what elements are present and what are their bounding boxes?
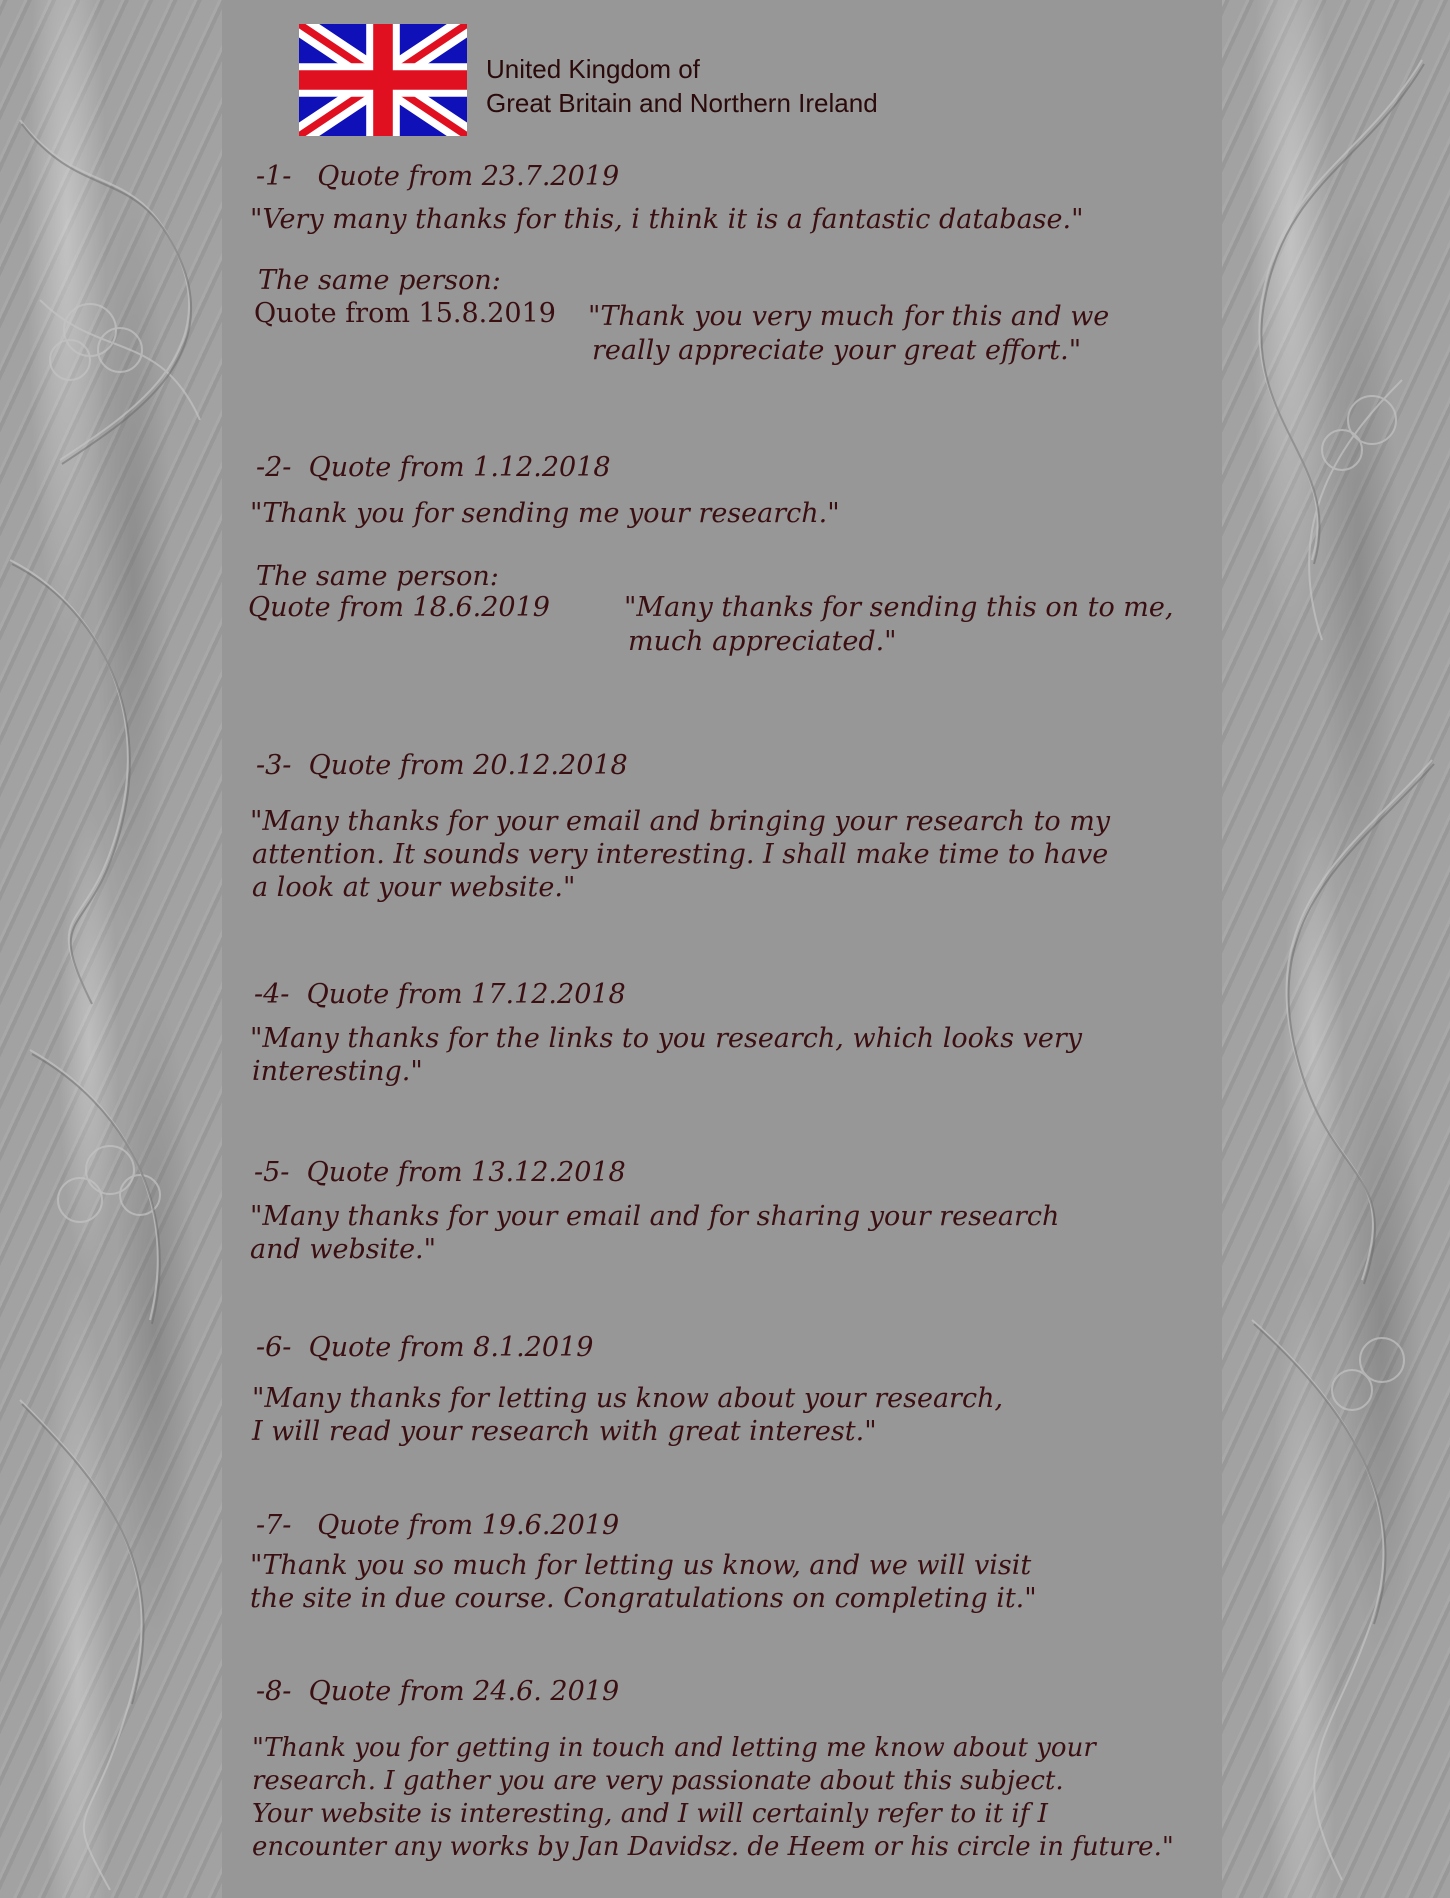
quote-date: Quote from 23.7.2019 <box>317 161 620 192</box>
quote-date: Quote from 19.6.2019 <box>317 1510 620 1541</box>
quote-number: -5- <box>254 1157 290 1188</box>
quote-8-text-line-3: Your website is interesting, and I will certainly refer to it if I <box>252 1799 1048 1829</box>
quote-6-heading <box>256 1332 593 1363</box>
quote-7-text-line-2: the site in due course. Congratulations on completing it." <box>250 1583 1037 1614</box>
quote-4-text-line-1: "Many thanks for the links to you research, which looks very <box>250 1023 1083 1054</box>
quote-date: Quote from 8.1.2019 <box>308 1332 594 1363</box>
quote-8-heading <box>256 1676 619 1707</box>
embossed-floral-pattern-left <box>0 0 222 1898</box>
quote-5-text-line-2: and website." <box>250 1234 437 1265</box>
quote-number: -7- <box>256 1510 292 1541</box>
quote-2-same-person: The same person: <box>256 561 499 592</box>
quote-number: -2- <box>256 452 292 483</box>
quote-8-text-line-2: research. I gather you are very passionate about this subject. <box>252 1766 1064 1796</box>
quote-5-text-line-1: "Many thanks for your email and for sharing your research <box>250 1201 1060 1232</box>
quote-date: Quote from 20.12.2018 <box>308 750 628 781</box>
quote-1-same-person: The same person: <box>258 265 501 296</box>
quote-7-text-line-1: "Thank you so much for letting us know, and we will visit <box>250 1550 1032 1581</box>
united-kingdom-flag-icon <box>299 24 467 136</box>
left-decorative-border <box>0 0 222 1898</box>
quote-number: -1- <box>256 161 292 192</box>
quote-5-heading <box>254 1157 626 1188</box>
quote-1-followup-date: Quote from 15.8.2019 <box>254 298 556 329</box>
country-line-1: United Kingdom of <box>486 54 700 84</box>
quote-7-heading <box>256 1510 619 1541</box>
quote-3-text-line-3: a look at your website." <box>252 872 576 903</box>
quote-6-text-line-1: "Many thanks for letting us know about your research, <box>252 1383 1004 1414</box>
quote-1-followup-text-line-2: really appreciate your great effort." <box>592 335 1082 366</box>
quote-4-heading <box>254 979 626 1010</box>
country-title <box>486 52 878 120</box>
quote-date: Quote from 17.12.2018 <box>306 979 626 1010</box>
quote-date: Quote from 24.6. 2019 <box>308 1676 620 1707</box>
quote-1-text: "Very many thanks for this, i think it is a fantastic database." <box>250 204 1084 235</box>
quote-number: -8- <box>256 1676 292 1707</box>
quote-3-text-line-2: attention. It sounds very interesting. I shall make time to have <box>252 839 1109 870</box>
quote-6-text-line-2: I will read your research with great interest." <box>252 1416 877 1447</box>
quote-2-followup-text-line-1: "Many thanks for sending this on to me, <box>624 592 1174 623</box>
quote-2-heading <box>256 452 611 483</box>
quote-date: Quote from 1.12.2018 <box>308 452 611 483</box>
quote-2-text: "Thank you for sending me your research." <box>250 498 840 529</box>
quote-number: -4- <box>254 979 290 1010</box>
quote-8-text-line-1: "Thank you for getting in touch and letting me know about your <box>252 1733 1096 1763</box>
country-line-2: Great Britain and Northern Ireland <box>486 88 878 118</box>
quote-2-followup-date: Quote from 18.6.2019 <box>248 592 550 623</box>
right-decorative-border <box>1222 0 1450 1898</box>
quote-1-heading <box>256 161 619 192</box>
quote-8-text-line-4: encounter any works by Jan Davidsz. de Heem or his circle in future." <box>252 1832 1174 1862</box>
quote-3-text-line-1: "Many thanks for your email and bringing your research to my <box>250 806 1111 837</box>
quote-4-text-line-2: interesting." <box>252 1056 423 1087</box>
quote-date: Quote from 13.12.2018 <box>306 1157 626 1188</box>
embossed-floral-pattern-right <box>1222 0 1450 1898</box>
quote-3-heading <box>256 750 628 781</box>
quote-2-followup-text-line-2: much appreciated." <box>628 626 897 657</box>
quote-1-followup-text-line-1: "Thank you very much for this and we <box>588 301 1110 332</box>
quote-number: -6- <box>256 1332 292 1363</box>
quote-number: -3- <box>256 750 292 781</box>
